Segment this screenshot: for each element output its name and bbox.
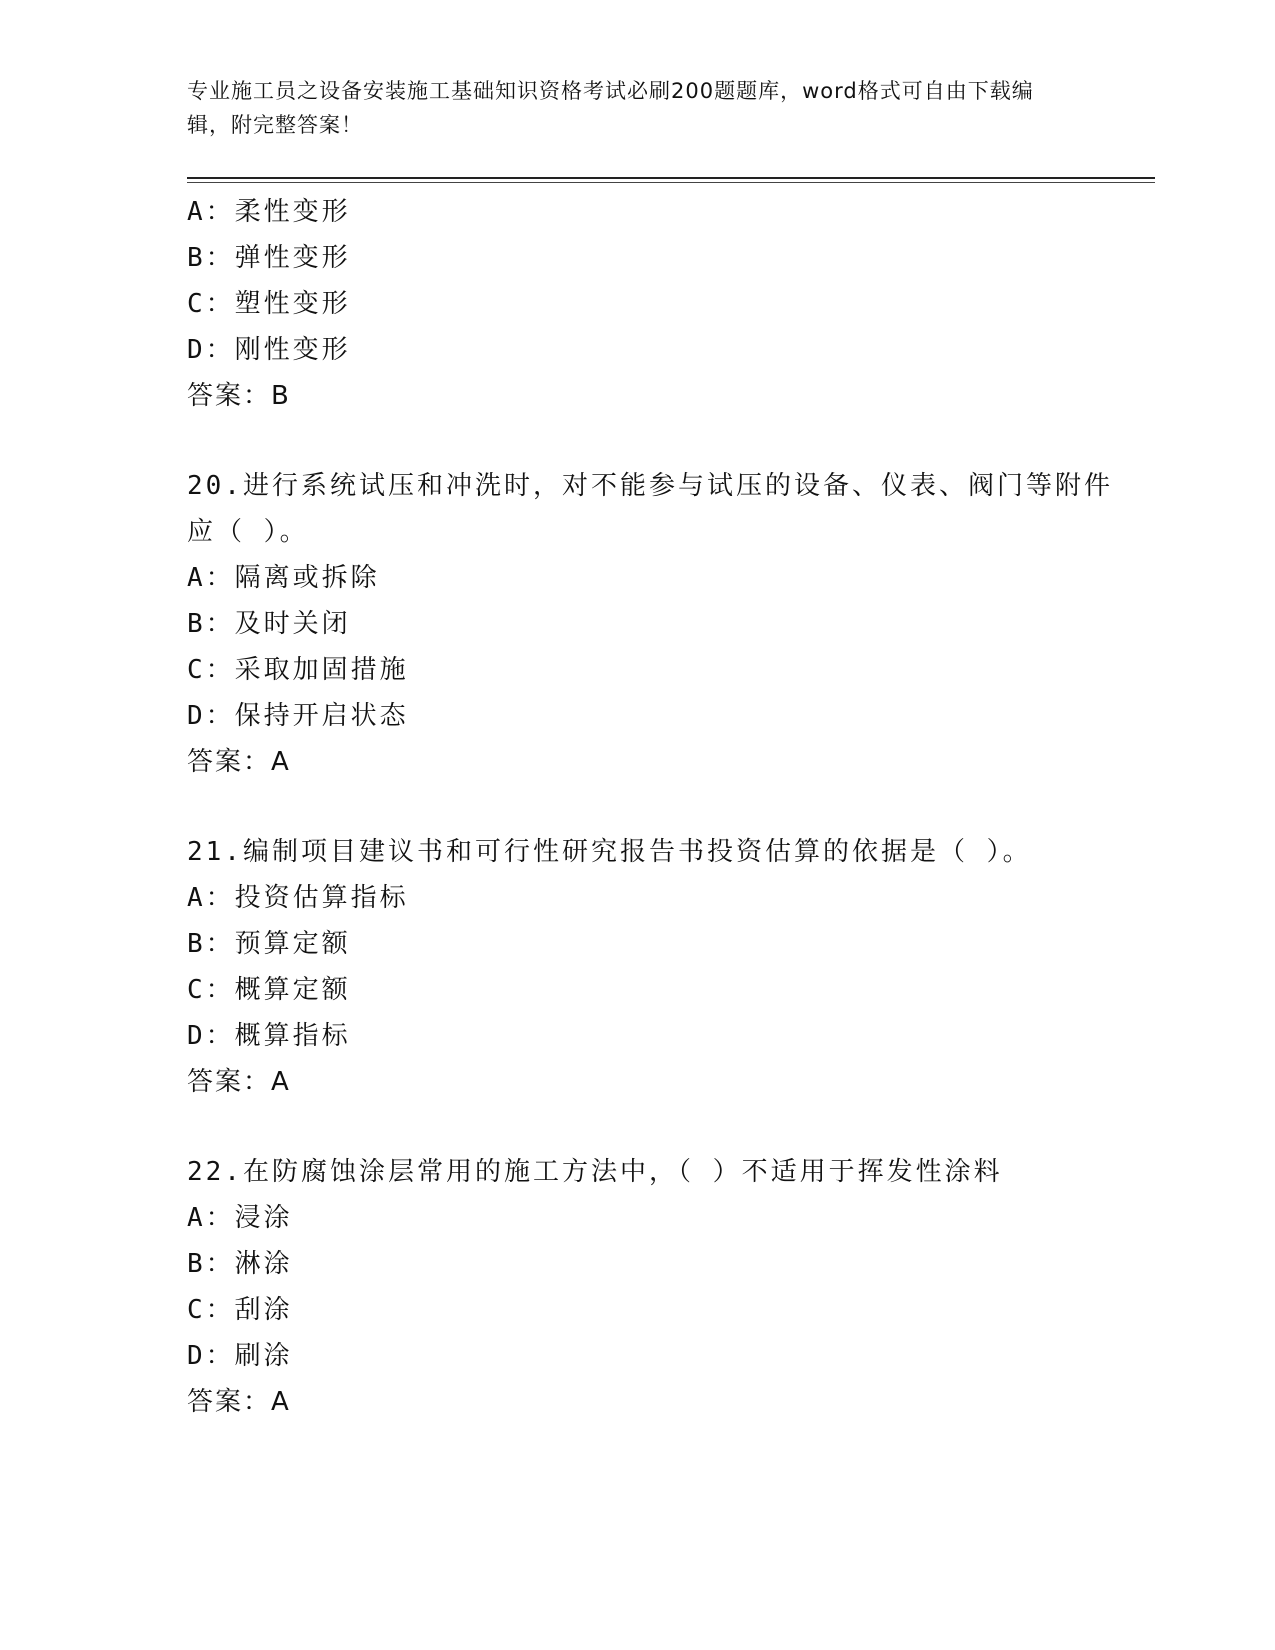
option-c: C：塑性变形 [187,289,351,319]
question-stem: 22.在防腐蚀涂层常用的施工方法中，（ ）不适用于挥发性涂料 [187,1157,1003,1187]
option-b: B：预算定额 [187,929,351,959]
answer-line: 答案：A [187,1067,291,1097]
answer-line: 答案：B [187,381,291,411]
question-21 [187,829,1127,1105]
option-a: A：柔性变形 [187,197,351,227]
option-d: D：概算指标 [187,1021,351,1051]
option-b: B：及时关闭 [187,609,351,639]
option-a: A：浸涂 [187,1203,293,1233]
option-d: D：刷涂 [187,1341,293,1371]
header-divider-thin [187,182,1155,183]
option-b: B：弹性变形 [187,243,351,273]
question-gap [187,1105,1127,1149]
question-19 [187,189,1127,419]
header-divider-thick [187,177,1155,179]
option-a: A：隔离或拆除 [187,563,380,593]
option-b: B：淋涂 [187,1249,293,1279]
option-d: D：刚性变形 [187,335,351,365]
question-gap [187,419,1127,463]
question-20 [187,463,1127,785]
question-list [187,189,1127,1425]
document-header: 专业施工员之设备安装施工基础知识资格考试必刷200题题库，word格式可自由下载编辑，附完整答案！ [187,79,1034,137]
question-stem: 20.进行系统试压和冲洗时，对不能参与试压的设备、仪表、阀门等附件应（ ）。 [187,471,1113,547]
option-c: C：采取加固措施 [187,655,409,685]
answer-line: 答案：A [187,747,291,777]
question-22 [187,1149,1127,1425]
question-gap [187,785,1127,829]
option-d: D：保持开启状态 [187,701,409,731]
answer-line: 答案：A [187,1387,291,1417]
question-stem: 21.编制项目建议书和可行性研究报告书投资估算的依据是（ ）。 [187,837,1032,867]
option-a: A：投资估算指标 [187,883,409,913]
option-c: C：刮涂 [187,1295,293,1325]
option-c: C：概算定额 [187,975,351,1005]
